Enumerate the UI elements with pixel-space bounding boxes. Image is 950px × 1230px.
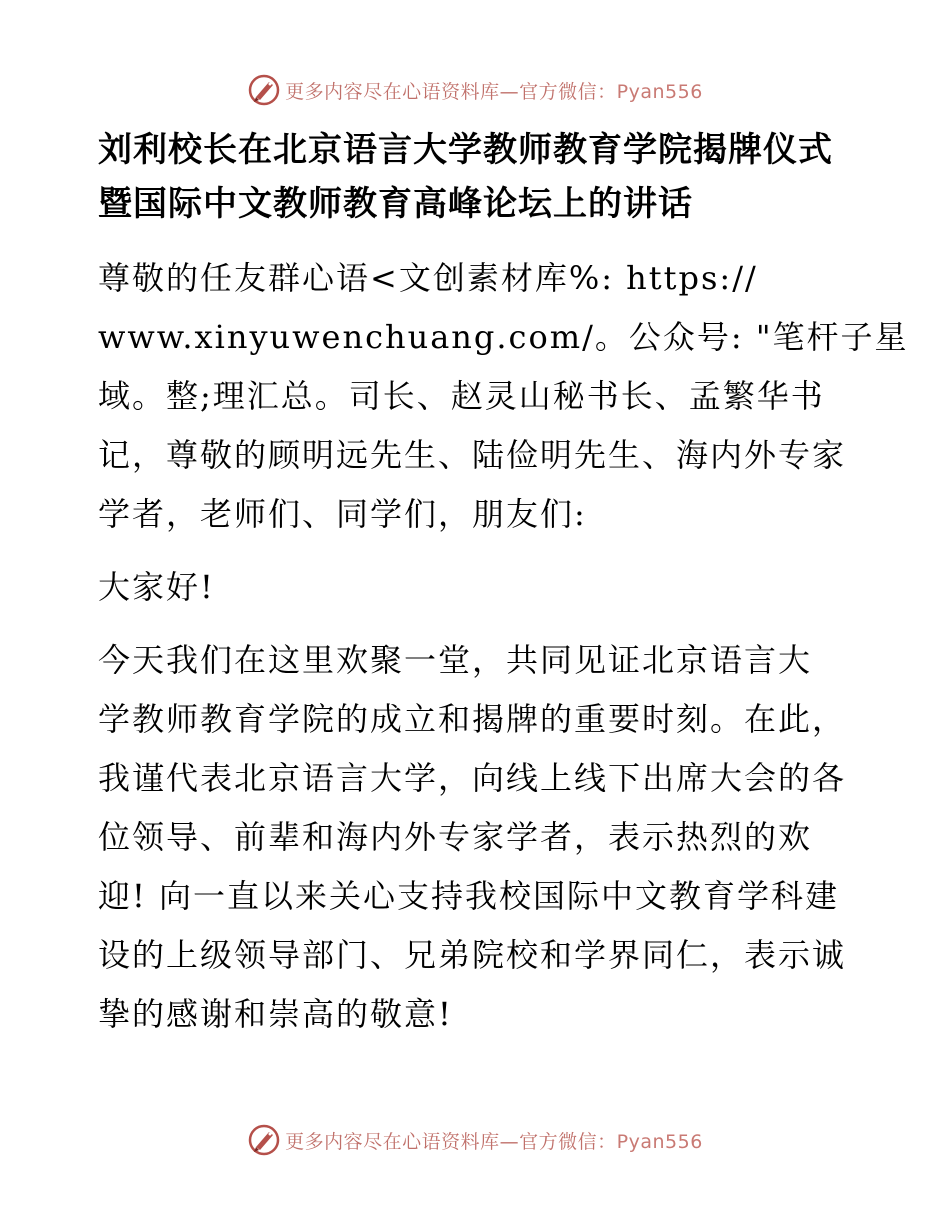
greeting-paragraph	[98, 558, 858, 617]
text-line: 设的上级领导部门、兄弟院校和学界同仁，表示诚	[98, 936, 847, 974]
text-line: 我谨代表北京语言大学，向线上线下出席大会的各	[98, 759, 847, 797]
text-line: 大家好!	[98, 568, 215, 606]
text-line: 学教师教育学院的成立和揭牌的重要时刻。在此，	[98, 700, 847, 738]
watermark-text: 更多内容尽在心语资料库—官方微信：Pyan556	[285, 80, 703, 103]
body-paragraph	[98, 631, 858, 1044]
title-line: 暨国际中文教师教育高峰论坛上的讲话	[98, 184, 693, 224]
text-line: www.xinyuwenchuang.com/。公众号: "笔杆子星	[98, 318, 909, 356]
salutation-paragraph	[98, 249, 909, 544]
header-watermark	[0, 70, 950, 110]
watermark-text: 更多内容尽在心语资料库—官方微信：Pyan556	[285, 1130, 703, 1153]
text-line: 今天我们在这里欢聚一堂，共同见证北京语言大	[98, 641, 813, 679]
pen-logo-icon	[247, 1123, 281, 1157]
text-line: 尊敬的任友群心语<文创素材库%: https://	[98, 259, 758, 297]
text-line: 记，尊敬的顾明远先生、陆俭明先生、海内外专家	[98, 436, 847, 474]
document-title	[98, 123, 858, 231]
text-line: 位领导、前辈和海内外专家学者，表示热烈的欢	[98, 818, 813, 856]
footer-watermark	[0, 1120, 950, 1160]
text-line: 挚的感谢和崇高的敬意!	[98, 995, 453, 1033]
title-line: 刘利校长在北京语言大学教师教育学院揭牌仪式	[98, 130, 833, 170]
text-line: 学者，老师们、同学们，朋友们:	[98, 495, 587, 533]
text-line: 迎! 向一直以来关心支持我校国际中文教育学科建	[98, 877, 840, 915]
pen-logo-icon	[247, 73, 281, 107]
document-body	[98, 120, 909, 1044]
text-line: 域。整;理汇总。司长、赵灵山秘书长、孟繁华书	[98, 377, 825, 415]
